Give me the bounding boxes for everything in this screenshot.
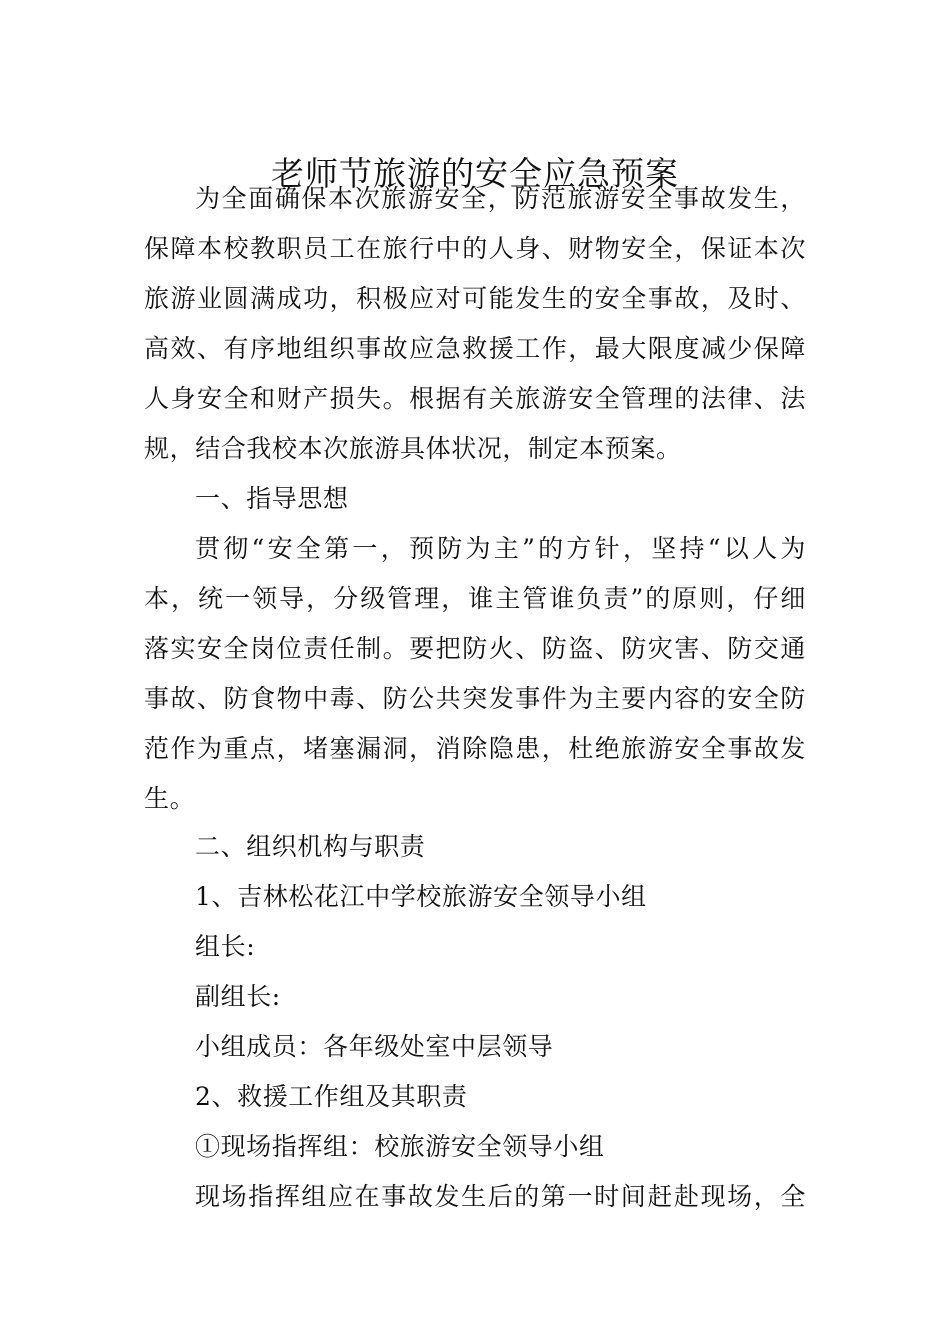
- subsection-heading: 2、救援工作组及其职责: [195, 1082, 468, 1111]
- paragraph-line: 现场指挥组应在事故发生后的第一时间赶赴现场，全: [195, 1182, 806, 1211]
- list-item: 副组长:: [195, 982, 281, 1011]
- section-heading: 二、组织机构与职责: [195, 832, 426, 861]
- paragraph-line: 落实安全岗位责任制。要把防火、防盗、防灾害、防交通: [144, 634, 806, 663]
- paragraph-line: 本，统一领导，分级管理，谁主管谁负责”的原则，仔细: [144, 584, 806, 613]
- list-item: ①现场指挥组：校旅游安全领导小组: [195, 1132, 605, 1161]
- list-item: 小组成员：各年级处室中层领导: [195, 1032, 554, 1061]
- paragraph-line: 范作为重点，堵塞漏洞，消除隐患，杜绝旅游安全事故发: [144, 734, 806, 763]
- paragraph-line: 生。: [144, 784, 196, 813]
- document-title: 老师节旅游的安全应急预案: [271, 154, 679, 194]
- paragraph-line: 人身安全和财产损失。根据有关旅游安全管理的法律、法: [144, 384, 806, 413]
- paragraph-line: 高效、有序地组织事故应急救援工作，最大限度减少保障: [144, 334, 806, 363]
- paragraph-line: 保障本校教职员工在旅行中的人身、财物安全，保证本次: [144, 234, 806, 263]
- paragraph-line: 贯彻“安全第一，预防为主”的方针，坚持“以人为: [195, 534, 806, 563]
- paragraph-line: 旅游业圆满成功，积极应对可能发生的安全事故，及时、: [144, 284, 806, 313]
- list-item: 组长:: [195, 932, 256, 961]
- paragraph-line: 为全面确保本次旅游安全，防范旅游安全事故发生，: [195, 184, 806, 213]
- paragraph-line: 规，结合我校本次旅游具体状况，制定本预案。: [144, 434, 682, 463]
- subsection-heading: 1、吉林松花江中学校旅游安全领导小组: [195, 882, 647, 911]
- section-heading: 一、指导思想: [195, 484, 349, 513]
- paragraph-line: 事故、防食物中毒、防公共突发事件为主要内容的安全防: [144, 684, 806, 713]
